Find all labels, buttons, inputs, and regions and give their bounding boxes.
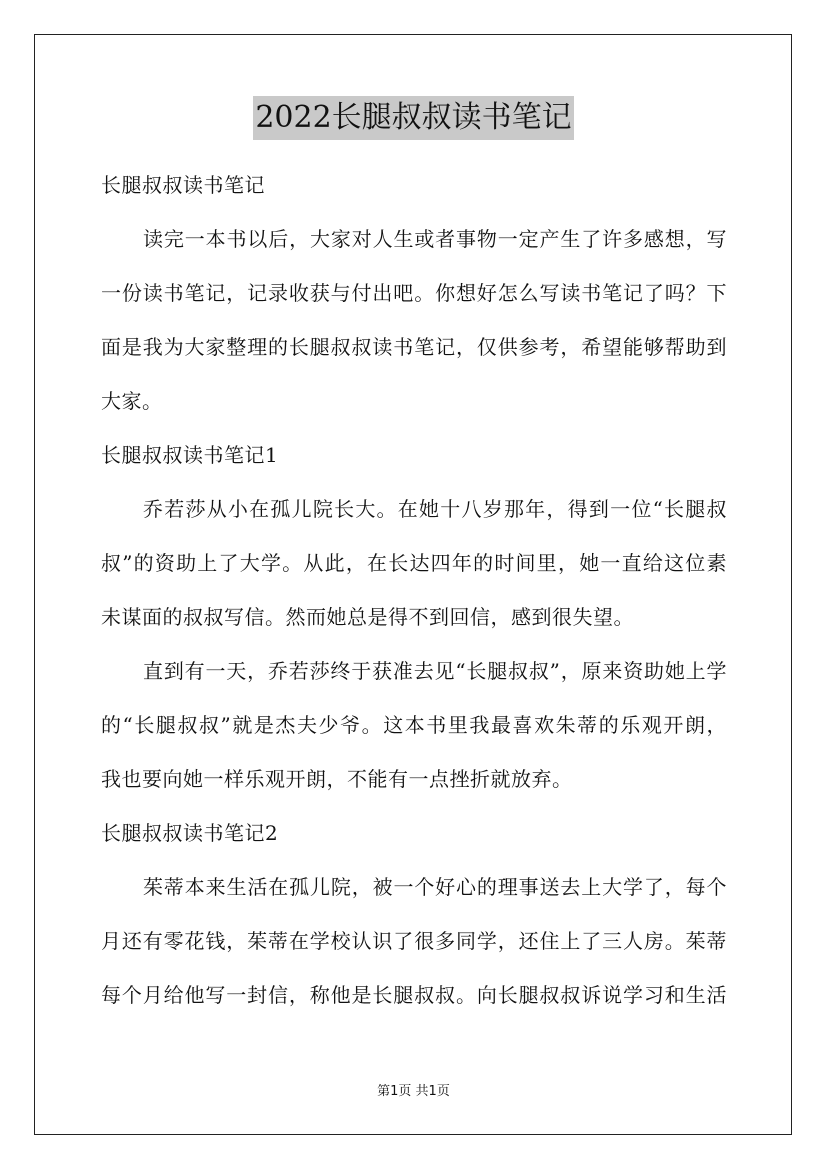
section-heading: 长腿叔叔读书笔记2 <box>101 821 279 845</box>
line-gap <box>101 738 727 767</box>
line-gap <box>101 792 727 821</box>
paragraph-line: 茱蒂本来生活在孤儿院，被一个好心的理事送去上大学了，每个 <box>143 875 727 899</box>
title-container <box>0 96 827 140</box>
paragraph-line: 读完一本书以后，大家对人生或者事物一定产生了许多感想，写 <box>143 227 727 251</box>
paragraph-line: 直到有一天，乔若莎终于获准去见“长腿叔叔”，原来资助她上学 <box>143 659 727 683</box>
line-gap <box>101 522 727 551</box>
line-gap <box>101 846 727 875</box>
paragraph-line: 月还有零花钱，茱蒂在学校认识了很多同学，还住上了三人房。茱蒂 <box>101 929 727 953</box>
page-footer: 第1页 共1页 <box>377 1084 450 1099</box>
section-heading: 长腿叔叔读书笔记 <box>101 173 265 197</box>
line-gap <box>101 954 727 983</box>
paragraph-line: 我也要向她一样乐观开朗，不能有一点挫折就放弃。 <box>101 767 573 791</box>
line-gap <box>101 468 727 497</box>
paragraph-line: 面是我为大家整理的长腿叔叔读书笔记，仅供参考，希望能够帮助到 <box>101 335 727 359</box>
line-gap <box>101 414 727 443</box>
line-gap <box>101 630 727 659</box>
paragraph-line: 一份读书笔记，记录收获与付出吧。你想好怎么写读书笔记了吗？下 <box>101 281 727 305</box>
document-title: 2022长腿叔叔读书笔记 <box>253 96 573 140</box>
paragraph-line: 大家。 <box>101 389 163 413</box>
paragraph-line: 每个月给他写一封信，称他是长腿叔叔。向长腿叔叔诉说学习和生活 <box>101 983 727 1007</box>
paragraph-line: 叔”的资助上了大学。从此，在长达四年的时间里，她一直给这位素 <box>101 551 727 575</box>
paragraph-line: 未谋面的叔叔写信。然而她总是得不到回信，感到很失望。 <box>101 605 634 629</box>
line-gap <box>101 900 727 929</box>
line-gap <box>101 684 727 713</box>
paragraph-line: 乔若莎从小在孤儿院长大。在她十八岁那年，得到一位“长腿叔 <box>143 497 727 521</box>
line-gap <box>101 198 727 227</box>
document-body <box>101 173 727 1008</box>
line-gap <box>101 252 727 281</box>
line-gap <box>101 306 727 335</box>
paragraph-line: 的“长腿叔叔”就是杰夫少爷。这本书里我最喜欢朱蒂的乐观开朗， <box>101 713 727 737</box>
line-gap <box>101 576 727 605</box>
section-heading: 长腿叔叔读书笔记1 <box>101 443 279 467</box>
line-gap <box>101 360 727 389</box>
